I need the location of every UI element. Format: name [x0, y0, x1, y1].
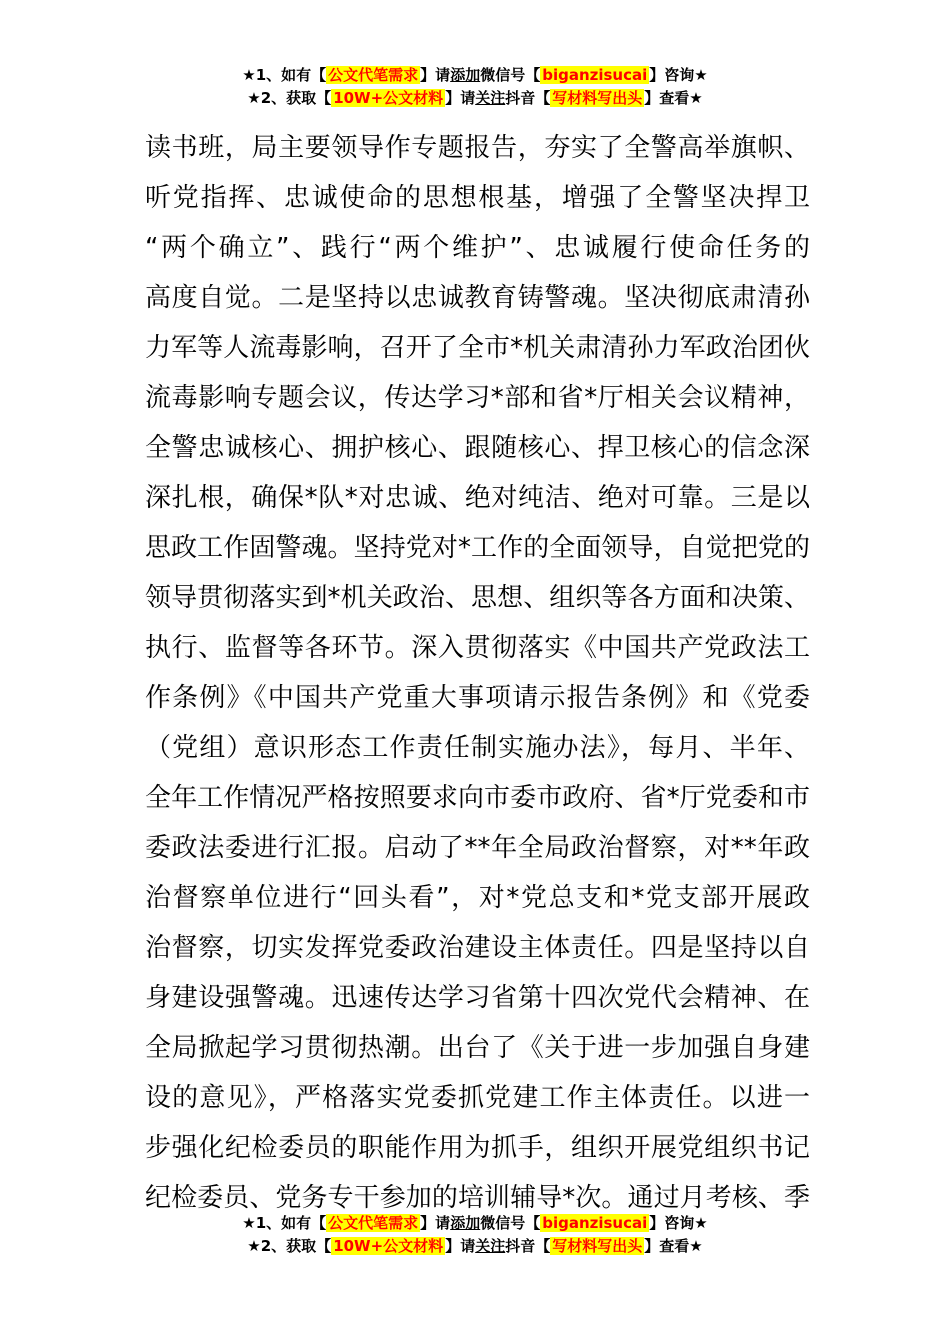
highlight-service: 公文代笔需求	[328, 66, 419, 84]
header-banner	[0, 64, 950, 110]
body-line: 委政法委进行汇报。启动了**年全局政治督察，对**年政	[145, 833, 810, 863]
body-line: 作条例》《中国共产党重大事项请示报告条例》和《党委	[145, 683, 810, 713]
body-line: 全警忠诚核心、拥护核心、跟随核心、捍卫核心的信念深	[145, 433, 810, 463]
banner-text: 】查看★	[644, 1237, 703, 1255]
banner-text: 抖音【	[505, 1237, 551, 1255]
banner-underlined: 添加	[450, 66, 481, 84]
banner-line-2	[0, 87, 950, 110]
banner-text: 】咨询★	[649, 66, 708, 84]
banner-line-1	[0, 1212, 950, 1235]
banner-text: 微信号【	[480, 1214, 541, 1232]
banner-underlined: 添加	[450, 1214, 481, 1232]
body-line: 设的意见》，严格落实党委抓党建工作主体责任。以进一	[145, 1083, 810, 1113]
banner-text: 】请	[420, 1214, 451, 1232]
banner-text: ★2、获取【	[247, 1237, 332, 1255]
banner-underlined: 关注	[475, 1237, 506, 1255]
banner-text: 】请	[445, 1237, 476, 1255]
banner-text: 】请	[445, 89, 476, 107]
document-body	[145, 123, 810, 1223]
banner-line-2	[0, 1235, 950, 1258]
highlight-materials: 10W+公文材料	[333, 89, 444, 107]
banner-text: 】查看★	[644, 89, 703, 107]
banner-text: 】请	[420, 66, 451, 84]
body-line: 步强化纪检委员的职能作用为抓手，组织开展党组织书记	[145, 1133, 810, 1163]
body-line: 思政工作固警魂。坚持党对*工作的全面领导，自觉把党的	[145, 533, 810, 563]
body-line: 纪检委员、党务专干参加的培训辅导*次。通过月考核、季	[145, 1183, 810, 1213]
highlight-service: 公文代笔需求	[328, 1214, 419, 1232]
body-line: 听党指挥、忠诚使命的思想根基，增强了全警坚决捍卫	[145, 183, 810, 213]
banner-text: ★1、如有【	[242, 1214, 327, 1232]
highlight-wechat-id: biganzisucai	[542, 1214, 648, 1232]
highlight-wechat-id: biganzisucai	[542, 66, 648, 84]
body-line: 领导贯彻落实到*机关政治、思想、组织等各方面和决策、	[145, 583, 810, 613]
highlight-materials: 10W+公文材料	[333, 1237, 444, 1255]
body-line: （党组）意识形态工作责任制实施办法》，每月、半年、	[145, 733, 810, 763]
body-line: 流毒影响专题会议，传达学习*部和省*厅相关会议精神，	[145, 383, 810, 413]
banner-text: 】咨询★	[649, 1214, 708, 1232]
body-line: 深扎根，确保*队*对忠诚、绝对纯洁、绝对可靠。三是以	[145, 483, 810, 513]
body-line: 读书班，局主要领导作专题报告，夯实了全警高举旗帜、	[145, 133, 810, 163]
banner-text: ★1、如有【	[242, 66, 327, 84]
footer-banner	[0, 1212, 950, 1258]
highlight-douyin: 写材料写出头	[552, 1237, 643, 1255]
banner-line-1	[0, 64, 950, 87]
body-line: 高度自觉。二是坚持以忠诚教育铸警魂。坚决彻底肃清孙	[145, 283, 810, 313]
body-line: “两个确立”、践行“两个维护”、忠诚履行使命任务的	[145, 233, 810, 263]
body-line: 执行、监督等各环节。深入贯彻落实《中国共产党政法工	[145, 633, 810, 663]
banner-text: 抖音【	[505, 89, 551, 107]
banner-underlined: 关注	[475, 89, 506, 107]
body-line: 治督察单位进行“回头看”，对*党总支和*党支部开展政	[145, 883, 810, 913]
banner-text: ★2、获取【	[247, 89, 332, 107]
body-line: 力军等人流毒影响，召开了全市*机关肃清孙力军政治团伙	[145, 333, 810, 363]
body-line: 身建设强警魂。迅速传达学习省第十四次党代会精神、在	[145, 983, 810, 1013]
body-line: 全局掀起学习贯彻热潮。出台了《关于进一步加强自身建	[145, 1033, 810, 1063]
body-line: 全年工作情况严格按照要求向市委市政府、省*厅党委和市	[145, 783, 810, 813]
banner-text: 微信号【	[480, 66, 541, 84]
highlight-douyin: 写材料写出头	[552, 89, 643, 107]
body-line: 治督察，切实发挥党委政治建设主体责任。四是坚持以自	[145, 933, 810, 963]
